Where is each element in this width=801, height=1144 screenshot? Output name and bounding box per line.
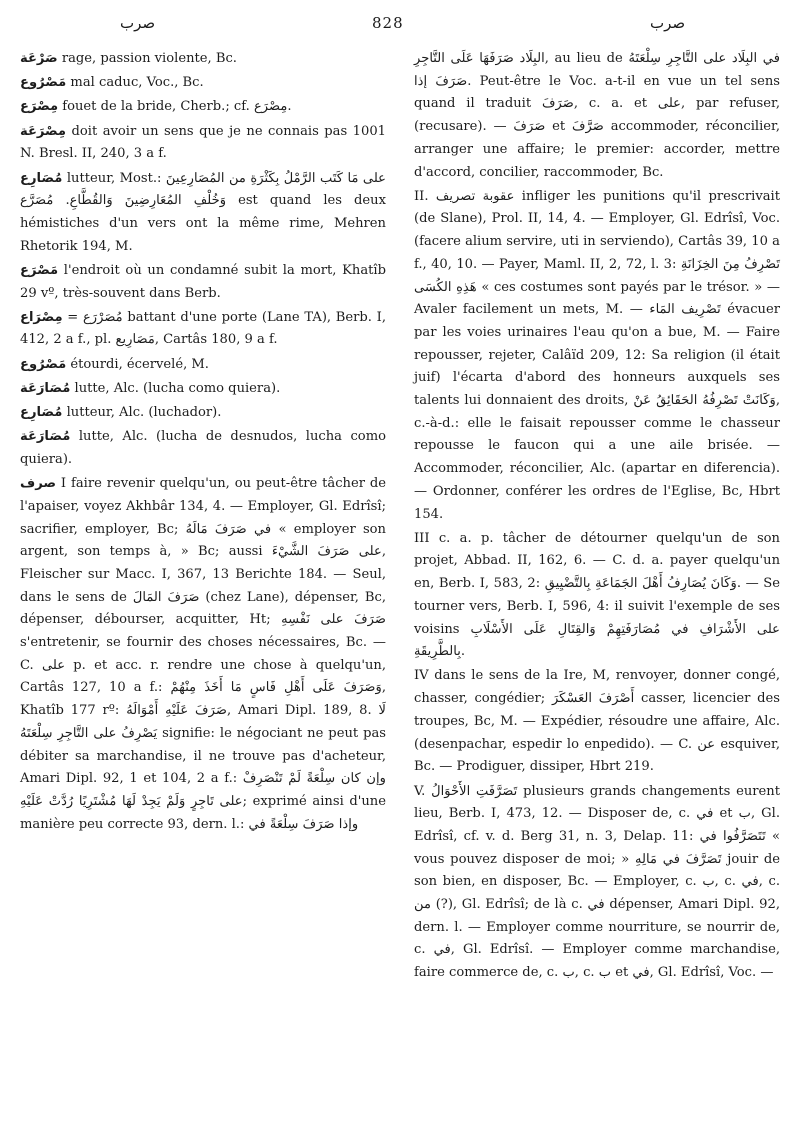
left-column: [20, 48, 386, 838]
entry-text: = مُصَرْرَع battant d'une porte (Lane TA), Berb. I, 412, 2 a f., pl. مَصَارِيع, Cartâs 180, 9 a f.: [20, 309, 386, 348]
entry: [414, 186, 780, 527]
entry: [20, 307, 386, 352]
entry-text: mal caduc, Voc., Bc.: [66, 75, 204, 91]
page-number: 828: [372, 14, 404, 32]
entry-text: II. عقوبة تصريف infliger les punitions qu'il prescrivait (de Slane), Prol. II, 14, 4. — Employer, Gl. Edrîsî, Voc. (facere alium servire, uti in serviendo), Cartâs 39, 10 a f., 40, 10. — Payer, Maml. II, 2, 72, l. 3: تَصْرِفُ مِنَ الخِزَانَةِ هَذِهِ الكُسَى « ces costumes sont payés par le trésor. » — Avaler facilement un mets, M. — تَصْرِيف المَاء évacuer par les voies urinaires l'eau qu'on a bue, M. — Faire repousser, rejeter, Calâïd 209, 12: Sa religion (il était juif) l'écarta d'abord des honneurs auxquels ses talents lui donnaient des droits, وَكَانَتْ تَصْرِفُهُ الحَقَائِقُ عَنْ, c.-à-d.: elle le faisait repousser comme le chasseur repousse le faucon qui a une aile brisée. — Accommoder, réconcilier, Alc. (apartar en diferencia). — Ordonner, conférer les ordres de l'Eglise, Bc, Hbrt 154.: [414, 188, 781, 522]
entry: [20, 72, 386, 95]
entry: [414, 781, 780, 985]
entry: [414, 48, 780, 184]
entry: [20, 473, 386, 836]
entry: [20, 96, 386, 119]
entry: [20, 378, 386, 401]
entry: [20, 354, 386, 377]
arabic-lemma: مِصْرَاع: [20, 309, 63, 325]
entry: [20, 48, 386, 71]
entry-text: doit avoir un sens que je ne connais pas 1001 N. Bresl. II, 240, 3 a f.: [20, 123, 386, 162]
entry: [414, 665, 780, 779]
arabic-lemma: مَصْرَع: [20, 262, 59, 278]
entry: [20, 260, 386, 305]
arabic-lemma: مُصَارَعَة: [20, 429, 71, 445]
entry-text: البِلَاد صَرَفَهَا عَلَى التَّاجِرِ, au lieu de في البِلَاد على التَّاجِرِ سِلْعَتَهُ صَرَفَ إذا. Peut-être le Voc. a-t-il en vue un tel sens quand il traduit صَرَفَ, c. a. et على, par refuser, (recusare). — صَرَفَ et صَرَّفَ accommoder, réconcilier, arranger une affaire; le premier: accorder, mettre d'accord, concilier, raccommoder, Bc.: [414, 51, 781, 180]
entry-text: l'endroit où un condamné subit la mort, Khatîb 29 vº, très-souvent dans Berb.: [20, 262, 386, 301]
entry: [20, 121, 386, 166]
arabic-lemma: مِصْرَعَة: [20, 123, 67, 139]
entry-text: III c. a. p. tâcher de détourner quelqu'un de son projet, Abbad. II, 162, 6. — C. d. a. payer quelqu'un en, Berb. I, 583, 2: وَكَانَ يُصَارِفُ أَهْلَ الجَمَاعَةِ بِالتَّضْيِيقِ. — Se tourner vers, Berb. I, 596, 4: il suivit l'exemple de ses voisins على الأَشْرَافِ في مُصَارَفَتِهِمْ وَالقِتَالِ عَلَى الأَسْلَابِ بِالطَّرِيقَةِ.: [414, 530, 780, 660]
entry-text: fouet de la bride, Cherb.; cf. مِصْرَع.: [58, 99, 292, 115]
arabic-lemma: مُصَارِع: [20, 170, 63, 186]
entry: [20, 426, 386, 471]
right-column: [414, 48, 780, 986]
entry-text: V. تَصَرَّفَتِ الأَحْوَالُ plusieurs grands changements eurent lieu, Berb. I, 473, 12. — Disposer de, c. في et ب, Gl. Edrîsî, cf. v. d. Berg 31, n. 3, Delap. 11: تَتَصَرَّفُوا في « vous pouvez disposer de moi; » تَصَرَّفَ في مَالِهِ jouir de son bien, en disposer, Bc. — Employer, c. ب, c. في, c. من (?), Gl. Edrîsî; de là c. في dépenser, Amari Dipl. 92, dern. l. — Employer comme nourriture, se nourrir de, c. في, Gl. Edrîsî. — Employer comme marchandise, faire commerce de, c. ب, c. ب et في, Gl. Edrîsî, Voc. —: [414, 783, 780, 981]
entry: [414, 528, 780, 664]
entry-text: lutte, Alc. (lucha de desnudos, lucha como quiera).: [20, 429, 386, 467]
arabic-lemma: مَصْرُوع: [20, 75, 67, 91]
entry: [20, 168, 386, 259]
entry-text: étourdi, écervelé, M.: [66, 356, 209, 372]
arabic-lemma: مِصْرَع: [20, 99, 59, 115]
running-head-right: صرب: [650, 14, 686, 32]
entry-text: rage, passion violente, Bc.: [57, 51, 237, 66]
arabic-lemma: صَرْعَة: [20, 51, 58, 66]
entry-text: I faire revenir quelqu'un, ou peut-être tâcher de l'apaiser, voyez Akhbâr 134, 4. — Employer, Gl. Edrîsî; sacrifier, employer, Bc; في صَرَفَ مَالَهُ « employer son argent, son temps à, » Bc; aussi على صَرَفَ الشَّيْءَ, Fleischer sur Macc. I, 367, 13 Berichte 184. — Seul, dans le sens de صَرَفَ المَالَ (chez Lane), dépenser, Bc, dépenser, débourser, acquitter, Ht; صَرَفَ على نَفْسِهِ s'entretenir, se fournir des choses nécessaires, Bc. — C. على p. et acc. r. rendre une chose à quelqu'un, Cartâs 127, 10 a f.: وَصَرَفَ عَلَى أَهْلِ فَاسٍ مَا أَخَذَ مِنْهُمْ, Khatîb 177 rº: صَرَفَ عَلَيْهِ أَمْوَالَهُ, Amari Dipl. 189, 8. لَا يَصْرِفُ على التَّاجِرِ سِلْعَتَهُ signifie: le négociant ne peut pas débiter sa marchandise, il ne trouve pas d'acheteur, Amari Dipl. 92, 1 et 104, 2 a f.: وإن كان سِلْعَةً لَمْ تَنْصَرِفْ على تَاجِرٍ وَلَمْ يَجِدْ لَهَا مُشْتَرِيًا رُدَّتْ عَلَيْهِ; exprimé ainsi d'une manière peu correcte 93, dern. l.: وإذا صَرَفَ سِلْعَةً في: [20, 476, 387, 832]
arabic-lemma: مَصْرُوع: [20, 356, 67, 372]
entry: [20, 402, 386, 425]
running-head-left: صرب: [120, 14, 156, 32]
entry-text: IV dans le sens de la Ire, M, renvoyer, donner congé, chasser, congédier; أَصْرَفَ العَسْكَرَ casser, licencier des troupes, Bc, M. — Expédier, résoudre une affaire, Alc. (desenpachar, espedir lo enpedido). — C. عن esquiver, Bc. — Prodiguer, dissiper, Hbrt 219.: [414, 668, 780, 775]
entry-text: lutteur, Alc. (luchador).: [62, 405, 222, 421]
arabic-lemma: صرف: [20, 476, 57, 492]
entry-text: lutteur, Most.: على مَا كَتَب الرَّمْلُ بِكَثْرَةِ من المُصَارِعِينَ وَخُلْفِ المُعَارِضِينَ وَالقُطَّاعِ. مُصَرَّع est quand les deux hémistiches d'un vers ont la même rime, Mehren Rhetorik 194, M.: [20, 170, 386, 254]
entry-text: lutte, Alc. (lucha como quiera).: [70, 380, 281, 396]
arabic-lemma: مُصَارِع: [20, 405, 63, 421]
arabic-lemma: مُصَارَعَة: [20, 380, 71, 396]
